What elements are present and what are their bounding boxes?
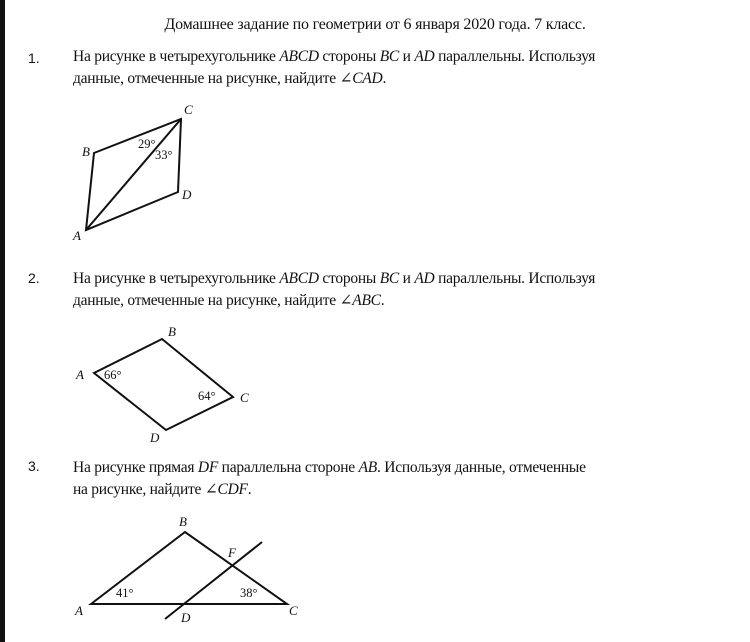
var-abcd: ABCD [279,270,319,287]
fig1-diagonal-ac [86,119,181,230]
fig1-label-b: B [82,144,90,159]
var-ad: AD [414,270,435,287]
problem-2-number: 2. [28,270,40,286]
problem-1-number: 1. [28,50,40,66]
fig1-label-d: D [182,187,192,202]
text-part: параллельна стороне [218,459,359,476]
text-part: параллельны. Используя [434,270,596,287]
fig3-label-b: B [179,514,187,529]
text-part: данные, отмеченные на рисунке, найдите [73,70,340,87]
fig2-quadrilateral [94,339,233,430]
fig1-angle-29: 29° [138,137,156,151]
text-part: На рисунке в четырехугольнике [73,270,280,287]
text-part: стороны [318,270,380,287]
text-part: На рисунке прямая [73,459,198,476]
page-title: Домашнее задание по геометрии от 6 января 2020 года. 7 класс. [164,16,586,33]
fig3-line-df [165,542,262,619]
var-ad: AD [414,48,435,65]
text-part: и [399,270,415,287]
var-abcd: ABCD [279,48,319,65]
fig2-label-d: D [150,430,160,445]
fig3-angle-41: 41° [116,586,134,600]
fig3-label-a: A [75,603,83,618]
fig1-angle-33: 33° [155,148,173,162]
text-part: . Используя данные, отмеченные [377,459,586,476]
fig3-label-c: C [289,603,298,618]
fig2-angle-66: 66° [104,368,122,382]
text-part: . [382,70,387,87]
fig1-label-c: C [184,102,193,117]
text-part: на рисунке, найдите [73,481,205,498]
fig2-label-a: A [76,367,84,382]
figure-3 [91,532,287,619]
text-part: . [247,481,252,498]
fig2-angle-64: 64° [198,389,216,403]
target-angle: ∠ABC [339,292,381,309]
fig1-label-a: A [73,228,81,243]
var-bc: BC [379,48,400,65]
fig2-label-b: B [168,324,176,339]
problem-3-number: 3. [28,458,40,474]
figure-2 [94,339,233,430]
text-part: . [380,292,385,309]
fig3-angle-38: 38° [240,586,258,600]
target-angle: ∠CAD [339,70,383,87]
text-part: параллельны. Используя [434,48,596,65]
var-bc: BC [379,270,400,287]
text-part: и [399,48,415,65]
text-part: данные, отмеченные на рисунке, найдите [73,292,340,309]
var-df: DF [197,459,219,476]
fig3-label-f: F [228,545,236,560]
fig3-label-d: D [181,610,191,625]
figure-1 [86,119,181,230]
fig2-label-c: C [240,390,249,405]
target-angle: ∠CDF [204,481,248,498]
text-part: На рисунке в четырехугольнике [73,48,280,65]
var-ab: AB [358,459,378,476]
text-part: стороны [318,48,380,65]
